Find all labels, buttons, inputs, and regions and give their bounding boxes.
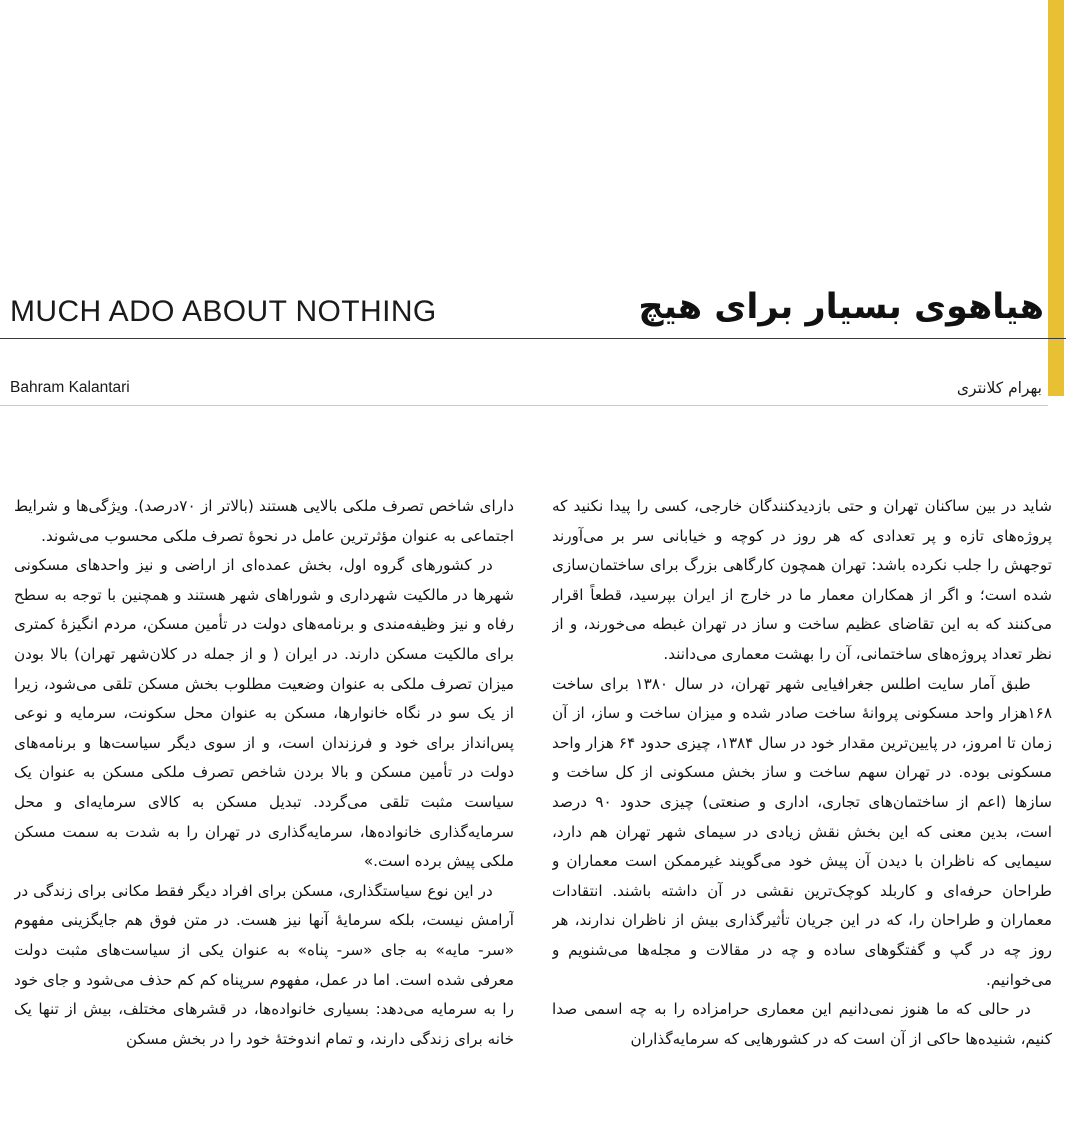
paragraph: طبق آمار سایت اطلس جغرافیایی شهر تهران، در سال ۱۳۸۰ برای ساخت ۱۶۸هزار واحد مسکونی پروانهٔ ساخت صادر شده و میزان ساخت و ساز، از آن زمان تا امروز، در پایین‌ترین مقدار خود در سال ۱۳۸۴، چیزی حدود ۶۴ هزار واحد مسکونی بوده. در تهران سهم ساخت و ساز بخش مسکونی از کل ساخت و سازها (اعم از ساختمان‌های تجاری، اداری و صنعتی) چیزی حدود ۹۰ درصد است، بدین معنی که این بخش نقش زیادی در سیمای شهر تهران هم دارد، سیمایی که ناظران با دیدن آن پیش خود می‌گویند غیرممکن است معماران و طراحان حرفه‌ای و کاربلد کوچک‌ترین نقشی در آن داشته باشند. انتقادات معماران و طراحان را، که در این جریان تأثیرگذاری بیش از ناظران ندارند، هر روز چه در گپ و گفتگوهای ساده و چه در مقالات و مجله‌ها می‌شنویم و می‌خوانیم. (552, 674, 1052, 989)
paragraph: شاید در بین ساکنان تهران و حتی بازدیدکنندگان خارجی، کسی را پیدا نکنید که پروژه‌های تازه و پر تعدادی که هر روز در کوچه و خیابانی سر بر می‌آورند توجهش را جلب نکرده باشد: تهران همچون کارگاهی بزرگ برای ساختمان‌سازی شده است؛ و اگر از همکاران معمار ما در خارج از ایران بپرسید، قطعاً اقرار می‌کنند که به این تقاضای عظیم ساخت و ساز در تهران غبطه می‌خورند، و از نظر تعداد پروژه‌های ساختمانی، آن را بهشت معماری می‌دانند. (552, 497, 1052, 663)
byline-horizontal-rule (0, 405, 1048, 406)
paragraph: در این نوع سیاستگذاری، مسکن برای افراد دیگر فقط مکانی برای زندگی در آرامش نیست، بلکه سرمایهٔ آنها نیز هست. در متن فوق هم جایگزینی مفهوم «سر- مایه» به جای «سر- پناه» به عنوان یکی از سیاست‌های مثبت دولت معرفی شده است. اما در عمل، مفهوم سرپناه کم کم حذف می‌شود و جای خود را به سرمایه می‌دهد: بسیاری خانواده‌ها، در قشرهای مختلف، بیش از تنها یک خانه برای زندگی دارند، و تمام اندوختهٔ خود را در بخش مسکن (14, 881, 514, 1048)
author-name-english: Bahram Kalantari (10, 379, 138, 397)
text-column-left (14, 492, 514, 1122)
author-name-persian: بهرام کلانتری (949, 379, 1042, 397)
paragraph: در کشورهای گروه اول، بخش عمده‌ای از اراضی و نیز واحدهای مسکونی شهرها در مالکیت شهرداری و شوراهای شهر هستند و همچنین با توجه به سطح رفاه و نیز وظیفه‌مندی و برنامه‌های دولت در تأمین مسکن، مردم انگیزهٔ کمتری برای مالکیت مسکن دارند. در ایران ( و از جمله در کلان‌شهر تهران) بالا بودن میزان تصرف ملکی به عنوان وضعیت مطلوب بخش مسکن تلقی می‌شود، زیرا از یک سو در نگاه خانوارها، مسکن به عنوان محل سکونت، سرمایه و نوعی پس‌انداز برای خود و فرزندان است، و از سوی دیگر سیاست‌ها و برنامه‌های دولت در تأمین مسکن و بالا بردن شاخص تصرف ملکی مسکن به عنوان یک سیاست مثبت تلقی می‌گردد. تبدیل مسکن به کالای سرمایه‌ای و محل سرمایه‌گذاری خانواده‌ها، سرمایه‌گذاری در تهران را به شدت به سمت مسکن ملکی پیش برده است.» (14, 556, 514, 871)
paragraph: در حالی که ما هنوز نمی‌دانیم این معماری حرامزاده را به چه اسمی صدا کنیم، شنیده‌ها حاکی از آن است که در کشورهایی که سرمایه‌گذاران (552, 1000, 1052, 1048)
page-title-persian: هیاهوی بسیار برای هیچ (630, 287, 1044, 327)
byline-row (0, 379, 1066, 415)
article-masthead (0, 287, 1066, 410)
article-body (0, 492, 1066, 1122)
title-row (0, 287, 1066, 353)
text-column-right (552, 492, 1052, 1122)
page-title-english: MUCH ADO ABOUT NOTHING (10, 295, 447, 329)
title-horizontal-rule (0, 338, 1066, 339)
paragraph: دارای شاخص تصرف ملکی بالایی هستند (بالاتر از ۷۰درصد). ویژگی‌ها و شرایط اجتماعی به عنوان مؤثرترین عامل در نحوهٔ تصرف ملکی محسوب می‌شوند. (14, 497, 514, 545)
